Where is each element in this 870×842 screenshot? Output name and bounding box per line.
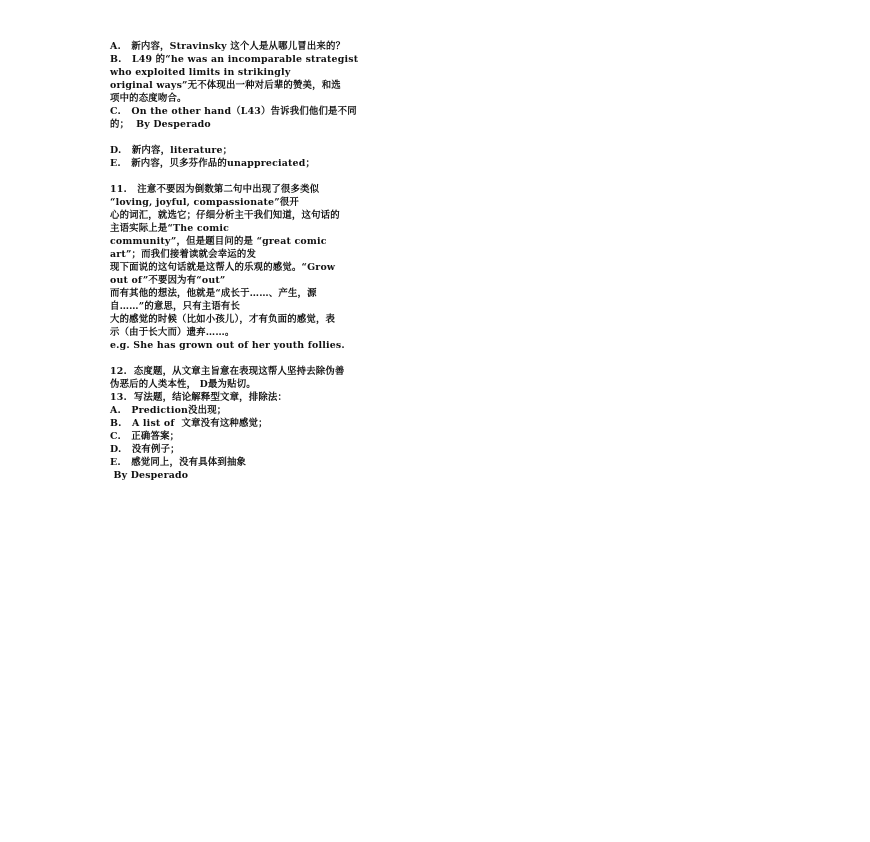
- document-body: [110, 40, 440, 482]
- text-line: D. 没有例子；: [110, 444, 180, 455]
- text-line: community”，但是题目问的是 “great comic: [110, 236, 327, 247]
- text-line: who exploited limits in strikingly: [110, 67, 291, 78]
- text-line: E. 新内容，贝多芬作品的unappreciated；: [110, 158, 316, 169]
- text-line: D. 新内容，literature；: [110, 145, 233, 156]
- paragraph-gap: [110, 131, 440, 144]
- text-line: 心的词汇，就选它；仔细分析主干我们知道，这句话的: [110, 210, 340, 221]
- text-line: 11. 注意不要因为倒数第二句中出现了很多类似: [110, 184, 320, 195]
- text-line: A. Prediction没出现；: [110, 405, 227, 416]
- text-line: B. A list of 文章没有这种感觉；: [110, 418, 268, 429]
- text-line: 项中的态度吻合。: [110, 93, 187, 104]
- paragraph-gap: [110, 352, 440, 365]
- text-line: original ways”无不体现出一种对后辈的赞美，和选: [110, 80, 341, 91]
- text-line: 现下面说的这句话就是这帮人的乐观的感觉。“Grow: [110, 262, 336, 273]
- paragraph-gap: [110, 170, 440, 183]
- text-line: out of”不要因为有“out”: [110, 275, 226, 286]
- text-line: 伪恶后的人类本性， D最为贴切。: [110, 379, 256, 390]
- text-line: C. On the other hand（L43）告诉我们他们是不同: [110, 106, 357, 117]
- text-line: B. L49 的“he was an incomparable strategist: [110, 54, 359, 65]
- text-line: A. 新内容，Stravinsky 这个人是从哪儿冒出来的？: [110, 41, 346, 52]
- text-line: 13. 写法题，结论解释型文章，排除法：: [110, 392, 288, 403]
- text-line: 主语实际上是“The comic: [110, 223, 230, 234]
- text-line: 的； By Desperado: [110, 119, 211, 130]
- text-line: By Desperado: [110, 470, 189, 481]
- text-line: “loving, joyful, compassionate”很开: [110, 197, 299, 208]
- text-line: 12. 态度题，从文章主旨意在表现这帮人坚持去除伪善: [110, 366, 345, 377]
- text-line: 自……”的意思，只有主语有长: [110, 301, 241, 312]
- text-line: E. 感觉同上，没有具体到抽象: [110, 457, 247, 468]
- text-line: 大的感觉的时候（比如小孩儿），才有负面的感觉，表: [110, 314, 336, 325]
- text-line: e.g. She has grown out of her youth follies.: [110, 340, 345, 351]
- text-line: C. 正确答案；: [110, 431, 180, 442]
- text-line: 而有其他的想法，他就是“成长于……、产生，源: [110, 288, 317, 299]
- text-line: art”；而我们接着读就会幸运的发: [110, 249, 257, 260]
- text-line: 示（由于长大而）遗弃……。: [110, 327, 235, 338]
